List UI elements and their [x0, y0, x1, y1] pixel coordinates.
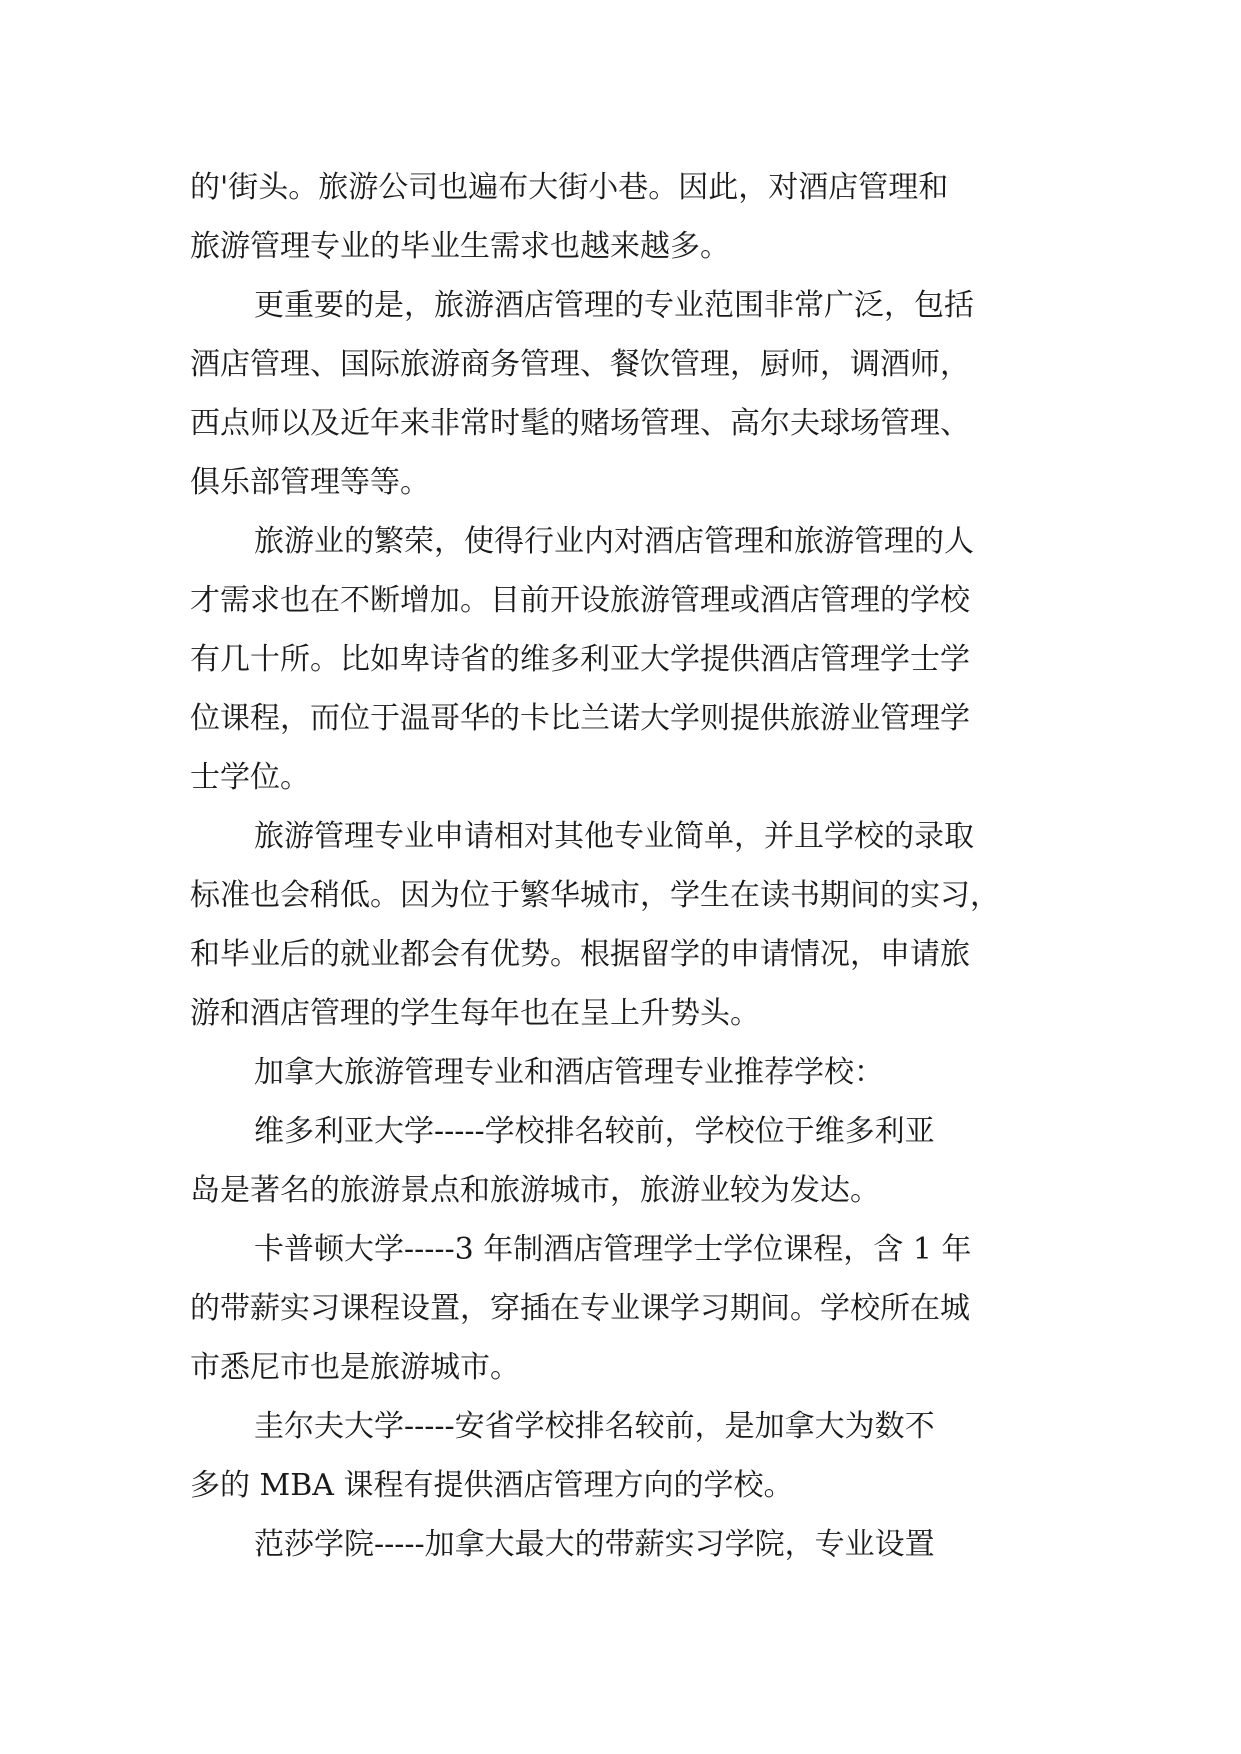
text-line: 游和酒店管理的学生每年也在呈上升势头。: [190, 996, 760, 1031]
text-line: 旅游管理专业的毕业生需求也越来越多。: [190, 229, 730, 264]
text-line: 酒店管理、国际旅游商务管理、餐饮管理，厨师，调酒师，: [190, 347, 970, 382]
text-line: 岛是著名的旅游景点和旅游城市，旅游业较为发达。: [190, 1173, 880, 1208]
text-line: 的带薪实习课程设置，穿插在专业课学习期间。学校所在城: [190, 1291, 970, 1326]
text-line: 俱乐部管理等等。: [190, 465, 430, 500]
text-line: 有几十所。比如卑诗省的维多利亚大学提供酒店管理学士学: [190, 642, 970, 677]
paragraph-start-line: 圭尔夫大学-----安省学校排名较前，是加拿大为数不: [254, 1409, 935, 1444]
paragraph-start-line: 维多利亚大学-----学校排名较前，学校位于维多利亚: [254, 1114, 935, 1149]
text-line: 和毕业后的就业都会有优势。根据留学的申请情况，申请旅: [190, 937, 970, 972]
text-line: 才需求也在不断增加。目前开设旅游管理或酒店管理的学校: [190, 583, 970, 618]
paragraph-start-line: 更重要的是，旅游酒店管理的专业范围非常广泛，包括: [254, 288, 974, 323]
paragraph-start-line: 加拿大旅游管理专业和酒店管理专业推荐学校：: [254, 1055, 884, 1090]
document-body: [190, 158, 1050, 1574]
text-line: 多的 MBA 课程有提供酒店管理方向的学校。: [190, 1468, 794, 1503]
text-line: 市悉尼市也是旅游城市。: [190, 1350, 520, 1385]
paragraph-start-line: 旅游业的繁荣，使得行业内对酒店管理和旅游管理的人: [254, 524, 974, 559]
text-line: 的'街头。旅游公司也遍布大街小巷。因此，对酒店管理和: [190, 170, 949, 205]
paragraph-start-line: 卡普顿大学-----3 年制酒店管理学士学位课程，含 1 年: [254, 1232, 972, 1267]
text-line: 士学位。: [190, 760, 310, 795]
text-line: 标准也会稍低。因为位于繁华城市，学生在读书期间的实习，: [190, 878, 1000, 913]
text-line: 西点师以及近年来非常时髦的赌场管理、高尔夫球场管理、: [190, 406, 970, 441]
text-line: 位课程，而位于温哥华的卡比兰诺大学则提供旅游业管理学: [190, 701, 970, 736]
paragraph-start-line: 旅游管理专业申请相对其他专业简单，并且学校的录取: [254, 819, 974, 854]
paragraph-start-line: 范莎学院-----加拿大最大的带薪实习学院，专业设置: [254, 1527, 935, 1562]
